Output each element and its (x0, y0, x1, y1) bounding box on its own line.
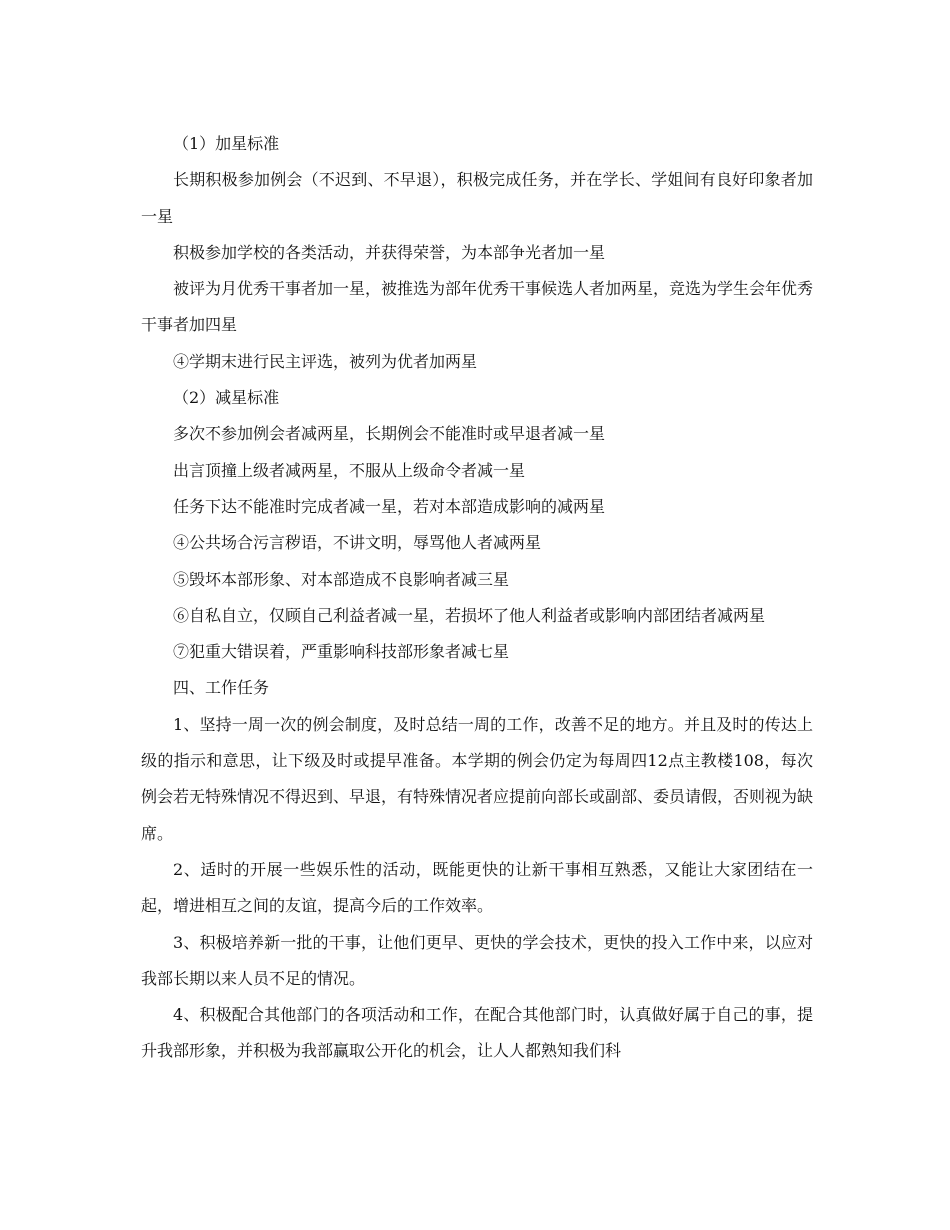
paragraph-minus-star-heading: （2）减星标准 (173, 388, 280, 408)
paragraph-add-star-heading: （1）加星标准 (173, 134, 280, 153)
document-body (141, 126, 813, 1070)
paragraph-add-star-3: 被评为月优秀干事者加一星，被推选为部年优秀干事候选人者加两星，竞选为学生会年优秀干事者加四星 (141, 279, 814, 335)
paragraph-minus-star-7: ⑦犯重大错误着，严重影响科技部形象者减七星 (173, 642, 510, 662)
paragraph-add-star-2: 积极参加学校的各类活动，并获得荣誉，为本部争光者加一星 (173, 242, 606, 262)
paragraph-minus-star-5: ⑤毁坏本部形象、对本部造成不良影响者减三星 (173, 569, 510, 589)
paragraph-task-1: 1、坚持一周一次的例会制度，及时总结一周的工作，改善不足的地方。并且及时的传达上级的指示和意思，让下级及时或提早准备。本学期的例会仍定为每周四12点主教楼108，每次例会若无特殊情况不得迟到、早退，有特殊情况者应提前向部长或副部、委员请假，否则视为缺席。 (141, 714, 814, 843)
paragraph-minus-star-2: 出言顶撞上级者减两星，不服从上级命令者减一星 (173, 460, 526, 480)
paragraph-minus-star-3: 任务下达不能准时完成者减一星，若对本部造成影响的减两星 (173, 496, 606, 516)
section-heading-work-tasks: 四、工作任务 (173, 678, 270, 698)
paragraph-task-4: 4、积极配合其他部门的各项活动和工作，在配合其他部门时，认真做好属于自己的事，提升我部形象，并积极为我部赢取公开化的机会，让人人都熟知我们科 (141, 1005, 813, 1061)
paragraph-task-3: 3、积极培养新一批的干事，让他们更早、更快的学会技术，更快的投入工作中来，以应对我部长期以来人员不足的情况。 (141, 932, 813, 988)
paragraph-minus-star-4: ④公共场合污言秽语，不讲文明，辱骂他人者减两星 (173, 533, 542, 553)
paragraph-minus-star-1: 多次不参加例会者减两星，长期例会不能准时或早退者减一星 (173, 424, 606, 444)
paragraph-minus-star-6: ⑥自私自立，仅顾自己利益者减一星，若损坏了他人利益者或影响内部团结者减两星 (173, 605, 766, 625)
paragraph-add-star-1: 长期积极参加例会（不迟到、不早退），积极完成任务，并在学长、学姐间有良好印象者加一星 (141, 170, 813, 226)
paragraph-add-star-4: ④学期末进行民主评选，被列为优者加两星 (173, 351, 478, 371)
paragraph-task-2: 2、适时的开展一些娱乐性的活动，既能更快的让新干事相互熟悉，又能让大家团结在一起，增进相互之间的友谊，提高今后的工作效率。 (141, 859, 813, 916)
